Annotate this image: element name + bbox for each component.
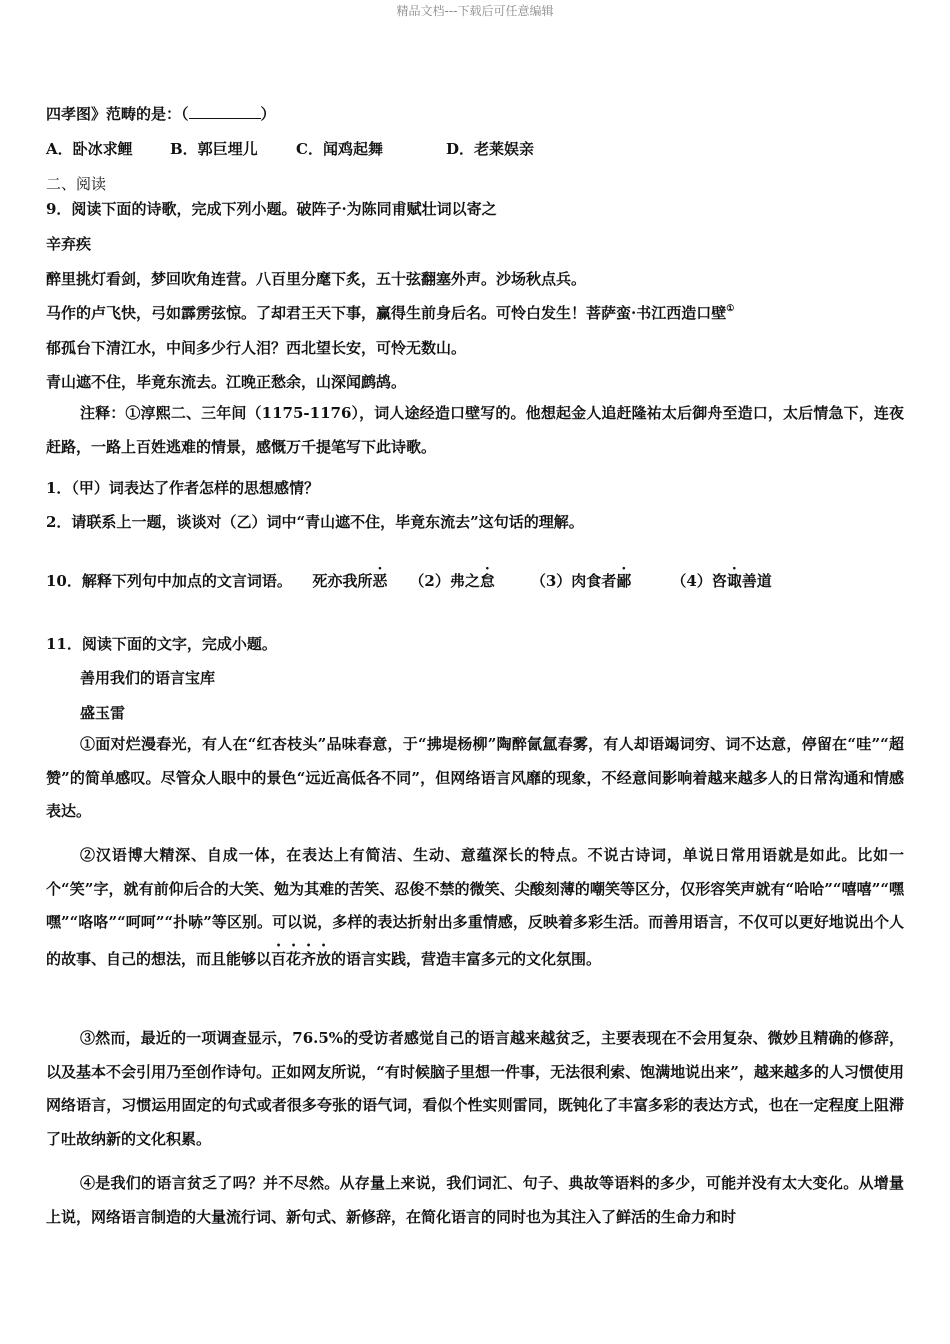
q9-sub-question-1: 1．（甲）词表达了作者怎样的思想感情？ <box>46 479 319 497</box>
option-a: A．卧冰求鲤 <box>46 140 133 158</box>
poem-line-4: 青山遮不住，毕竟东流去。江晚正愁余，山深闻鹧鸪。 <box>46 373 407 391</box>
page-watermark: 精品文档---下载后可任意编辑 <box>396 4 554 18</box>
q8-options <box>46 139 534 159</box>
q10-stem: 10．解释下列句中加点的文言词语。 死亦我所恶 （2）弗之怠 （3）肉食者鄙 （4）咨诹善道 <box>46 572 772 590</box>
q10-item-3: （3）肉食者鄙 <box>530 572 632 590</box>
answer-blank <box>189 104 261 119</box>
q8-stem: 四孝图》范畴的是：（ ） <box>46 105 276 123</box>
q10-item-2: （2）弗之怠 <box>409 572 495 590</box>
option-b: B．郭巨埋儿 <box>170 140 258 158</box>
article-paragraph-1: ①面对烂漫春光，有人在“红杏枝头”品味春意，于“拂堤杨柳”陶醉氤氲春雾，有人却语竭词穷、词不达意，停留在“哇”“超赞”的简单感叹。尽管众人眼中的景色“远近高低各不同”，但网络语言风靡的现象，不经意间影响着越来越多人的日常沟通和情感表达。 <box>46 735 904 820</box>
poem-line-1: 醉里挑灯看剑，梦回吹角连营。八百里分麾下炙，五十弦翻塞外声。沙场秋点兵。 <box>46 270 587 288</box>
q9-stem: 9．阅读下面的诗歌，完成下列小题。破阵子·为陈同甫赋壮词以寄之 <box>46 200 497 218</box>
poem-author: 辛弃疾 <box>46 235 92 253</box>
poem-note: 注释：①淳熙二、三年间（1175-1176），词人途经造口壁写的。他想起金人追赶隆祐太后御舟至造口，太后情急下，连夜赶路，一路上百姓逃难的情景，感慨万千提笔写下此诗歌。 <box>46 404 904 456</box>
article-author: 盛玉雷 <box>80 704 126 722</box>
q9-sub-question-2: 2．请联系上一题，谈谈对（乙）词中“青山遮不住，毕竟东流去”这句话的理解。 <box>46 513 584 531</box>
option-d: D．老莱娱亲 <box>446 140 535 158</box>
option-c: C．闻鸡起舞 <box>296 140 383 158</box>
dotted-phrase: 百花齐放 <box>271 949 332 968</box>
footnote-mark: ① <box>726 304 735 314</box>
q10-item-1: 死亦我所恶 <box>312 572 388 590</box>
article-paragraph-3: ③然而，最近的一项调查显示，76.5%的受访者感觉自己的语言越来越贫乏，主要表现在不会用复杂、微妙且精确的修辞，以及基本不会引用乃至创作诗句。正如网友所说，“有时候脑子里想一件事，无法很利索、饱满地说出来”，越来越多的人习惯使用网络语言，习惯运用固定的句式或者很多夸张的语气词，看似个性实则雷同，既钝化了丰富多彩的表达方式，也在一定程度上阻滞了吐故纳新的文化积累。 <box>46 1029 904 1148</box>
article-paragraph-4: ④是我们的语言贫乏了吗？并不尽然。从存量上来说，我们词汇、句子、典故等语料的多少，可能并没有太大变化。从增量上说，网络语言制造的大量流行词、新句式、新修辞，在简化语言的同时也为其注入了鲜活的生命力和时 <box>46 1174 904 1226</box>
poem-line-3: 郁孤台下清江水，中间多少行人泪？西北望长安，可怜无数山。 <box>46 339 467 357</box>
section-title: 二、阅读 <box>46 175 107 193</box>
article-paragraph-2: ②汉语博大精深、自成一体，在表达上有简洁、生动、意蕴深长的特点。不说古诗词，单说日常用语就是如此。比如一个“笑”字，就有前仰后合的大笑、勉为其难的苦笑、忍俊不禁的微笑、尖酸刻薄的嘲笑等区分，仅形容笑声就有“哈哈”“嘻嘻”“嘿嘿”“咯咯”“呵呵”“扑哧”等区别。可以说，多样的表达折射出多重情感，反映着多彩生活。而善用语言，不仅可以更好地说出个人的故事、自己的想法，而且能够以百花齐放的语言实践，营造丰富多元的文化氛围。 <box>46 846 904 968</box>
article-title: 善用我们的语言宝库 <box>80 669 216 687</box>
q10-item-4: （4）咨诹善道 <box>671 572 772 590</box>
poem-line-2: 马作的卢飞快，弓如霹雳弦惊。了却君王天下事，赢得生前身后名。可怜白发生！菩萨蛮·书江西造口壁① <box>46 304 735 322</box>
q11-stem: 11．阅读下面的文字，完成小题。 <box>46 635 277 653</box>
